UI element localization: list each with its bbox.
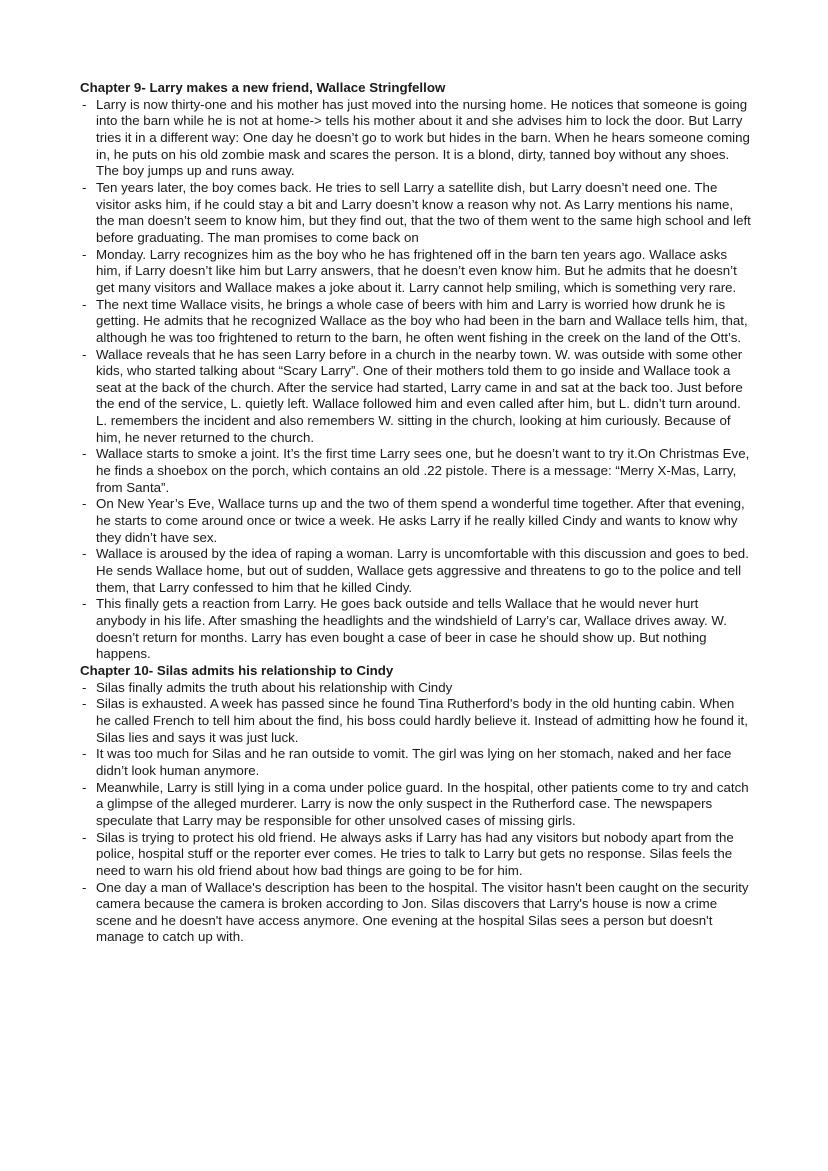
list-item-text: One day a man of Wallace's description has been to the hospital. The visitor hasn't been caught on the security camera because the camera is broken according to Jon. Silas discovers that Larry's house is now a crime scene and he doesn't have access anymore. One evening at the hospital Silas sees a person but doesn't manage to catch up with.: [96, 879, 749, 945]
list-item-text: The next time Wallace visits, he brings a whole case of beers with him and Larry is worried how drunk he is getting. He admits that he recognized Wallace as the boy who had been in the barn and Wallace tells him, that, although he was too frightened to return to the barn, he often went fishing in the creek on the land of the Ott’s.: [96, 296, 748, 345]
list-item-text: Ten years later, the boy comes back. He tries to sell Larry a satellite dish, but Larry doesn’t need one. The visitor asks him, if he could stay a bit and Larry doesn’t know a reason why not. As Larry mentions his name, the man doesn’t seem to know him, but they find out, that the two of them went to the same high school and left before graduating. The man promises to come back on: [96, 179, 751, 245]
chapter-10-bullet-list: [80, 680, 752, 947]
bullet-dash-icon: -: [82, 779, 87, 795]
list-item: [80, 780, 752, 830]
list-item-text: Silas is trying to protect his old friend. He always asks if Larry has had any visitors but nobody apart from the police, hospital stuff or the reporter ever comes. He tries to talk to Larry but gets no response. Silas feels the need to warn his old friend about how bad things are going to be for him.: [96, 829, 734, 878]
list-item: [80, 446, 752, 496]
list-item-text: Silas is exhausted. A week has passed since he found Tina Rutherford's body in the old hunting cabin. When he called French to tell him about the find, his boss could hardly believe it. Instead of admitting how he found it, Silas lies and says it was just luck.: [96, 696, 748, 745]
bullet-dash-icon: -: [82, 746, 87, 762]
bullet-dash-icon: -: [82, 596, 87, 612]
bullet-dash-icon: -: [82, 96, 87, 112]
bullet-dash-icon: -: [82, 546, 87, 562]
bullet-dash-icon: -: [82, 179, 87, 195]
list-item: [80, 696, 752, 746]
chapter-9-bullet-list: [80, 97, 752, 663]
list-item-text: This finally gets a reaction from Larry. He goes back outside and tells Wallace that he would never hurt anybody in his life. After smashing the headlights and the windshield of Larry’s car, Wallace drives away. W. doesn’t return for months. Larry has even bought a case of beer in case he should show up. But nothing happens.: [96, 596, 727, 662]
list-item: [80, 180, 752, 247]
list-item-text: Larry is now thirty-one and his mother has just moved into the nursing home. He notices that someone is going into the barn while he is not at home-> tells his mother about it and she advises him to lock the door. But Larry tries it in a different way: One day he doesn’t go to work but hides in the barn. When he hears someone coming in, he puts on his old zombie mask and scares the person. It is a blond, dirty, tanned boy without any shoes. The boy jumps up and runs away.: [96, 96, 750, 179]
chapter-9-title: Chapter 9- Larry makes a new friend, Wallace Stringfellow: [80, 80, 446, 95]
list-item-text: On New Year’s Eve, Wallace turns up and the two of them spend a wonderful time together. After that evening, he starts to come around once or twice a week. He asks Larry if he really killed Cindy and wants to know why they didn’t have sex.: [96, 496, 745, 545]
list-item-text: Silas finally admits the truth about his relationship with Cindy: [96, 679, 453, 695]
list-item-text: Monday. Larry recognizes him as the boy who he has frightened off in the barn ten years ago. Wallace asks him, if Larry doesn’t like him but Larry answers, that he doesn’t even know him. But he admits that he doesn’t get many visitors and Wallace makes a joke about it. Larry cannot help smiling, which is something very rare.: [96, 246, 737, 295]
bullet-dash-icon: -: [82, 679, 87, 695]
document-page: [80, 80, 752, 946]
bullet-dash-icon: -: [82, 879, 87, 895]
list-item: [80, 746, 752, 779]
list-item: [80, 97, 752, 180]
list-item-text: Wallace starts to smoke a joint. It’s the first time Larry sees one, but he doesn’t want to try it.On Christmas Eve, he finds a shoebox on the porch, which contains an old .22 pistole. There is a message: “Merry X-Mas, Larry, from Santa”.: [96, 446, 750, 495]
list-item-text: Meanwhile, Larry is still lying in a coma under police guard. In the hospital, other patients come to try and catch a glimpse of the alleged murderer. Larry is now the only suspect in the Rutherford case. The newspapers speculate that Larry may be responsible for other unsolved cases of missing girls.: [96, 779, 749, 828]
list-item: [80, 297, 752, 347]
list-item: [80, 496, 752, 546]
list-item: [80, 546, 752, 596]
list-item: [80, 596, 752, 663]
list-item-text: Wallace reveals that he has seen Larry before in a church in the nearby town. W. was outside with some other kids, who started talking about “Scary Larry”. One of their mothers told them to go inside and Wallace took a seat at the back of the church. After the service had started, Larry came in and sat at the back too. Just before the end of the service, L. quietly left. Wallace followed him and even called after him, but L. didn’t turn around. L. remembers the incident and also remembers W. sitting in the church, looking at him curiously. Because of him, he never returned to the church.: [96, 346, 743, 445]
bullet-dash-icon: -: [82, 829, 87, 845]
bullet-dash-icon: -: [82, 446, 87, 462]
list-item: [80, 680, 752, 697]
list-item-text: It was too much for Silas and he ran outside to vomit. The girl was lying on her stomach, naked and her face didn’t look human anymore.: [96, 746, 732, 778]
list-item: [80, 347, 752, 447]
bullet-dash-icon: -: [82, 696, 87, 712]
list-item: [80, 830, 752, 880]
chapter-10-title: Chapter 10- Silas admits his relationship to Cindy: [80, 662, 394, 678]
bullet-dash-icon: -: [82, 346, 87, 362]
list-item: [80, 880, 752, 947]
bullet-dash-icon: -: [82, 496, 87, 512]
bullet-dash-icon: -: [82, 246, 87, 262]
list-item-text: Wallace is aroused by the idea of raping a woman. Larry is uncomfortable with this discussion and goes to bed. He sends Wallace home, but out of sudden, Wallace gets aggressive and threatens to go to the police and tell them, that Larry confessed to him that he killed Cindy.: [96, 546, 749, 595]
list-item: [80, 247, 752, 297]
bullet-dash-icon: -: [82, 296, 87, 312]
